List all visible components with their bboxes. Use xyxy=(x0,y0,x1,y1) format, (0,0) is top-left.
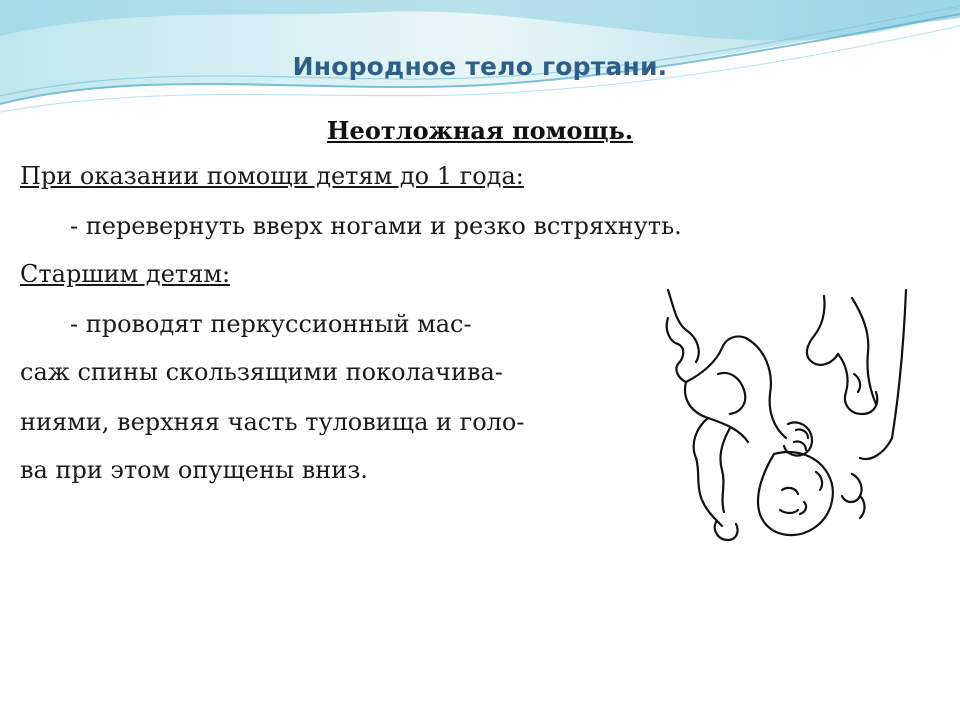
infant-upside-down-illustration xyxy=(656,278,918,550)
text-line-percussion-1: - проводят перкуссионный мас- xyxy=(70,310,472,338)
text-line-percussion-2: саж спины скользящими поколачива- xyxy=(20,358,503,386)
text-line-older-children-heading: Старшим детям: xyxy=(20,260,231,288)
text-line-percussion-4: ва при этом опущены вниз. xyxy=(20,456,368,484)
slide-subtitle: Неотложная помощь. xyxy=(326,116,634,145)
slide-title: Инородное тело гортани. xyxy=(292,52,668,81)
text-line-flip-instruction: - перевернуть вверх ногами и резко встряхнуть. xyxy=(70,212,682,240)
text-line-percussion-3: ниями, верхняя часть туловища и голо- xyxy=(20,408,525,436)
text-line-infants-heading: При оказании помощи детям до 1 года: xyxy=(20,162,524,190)
